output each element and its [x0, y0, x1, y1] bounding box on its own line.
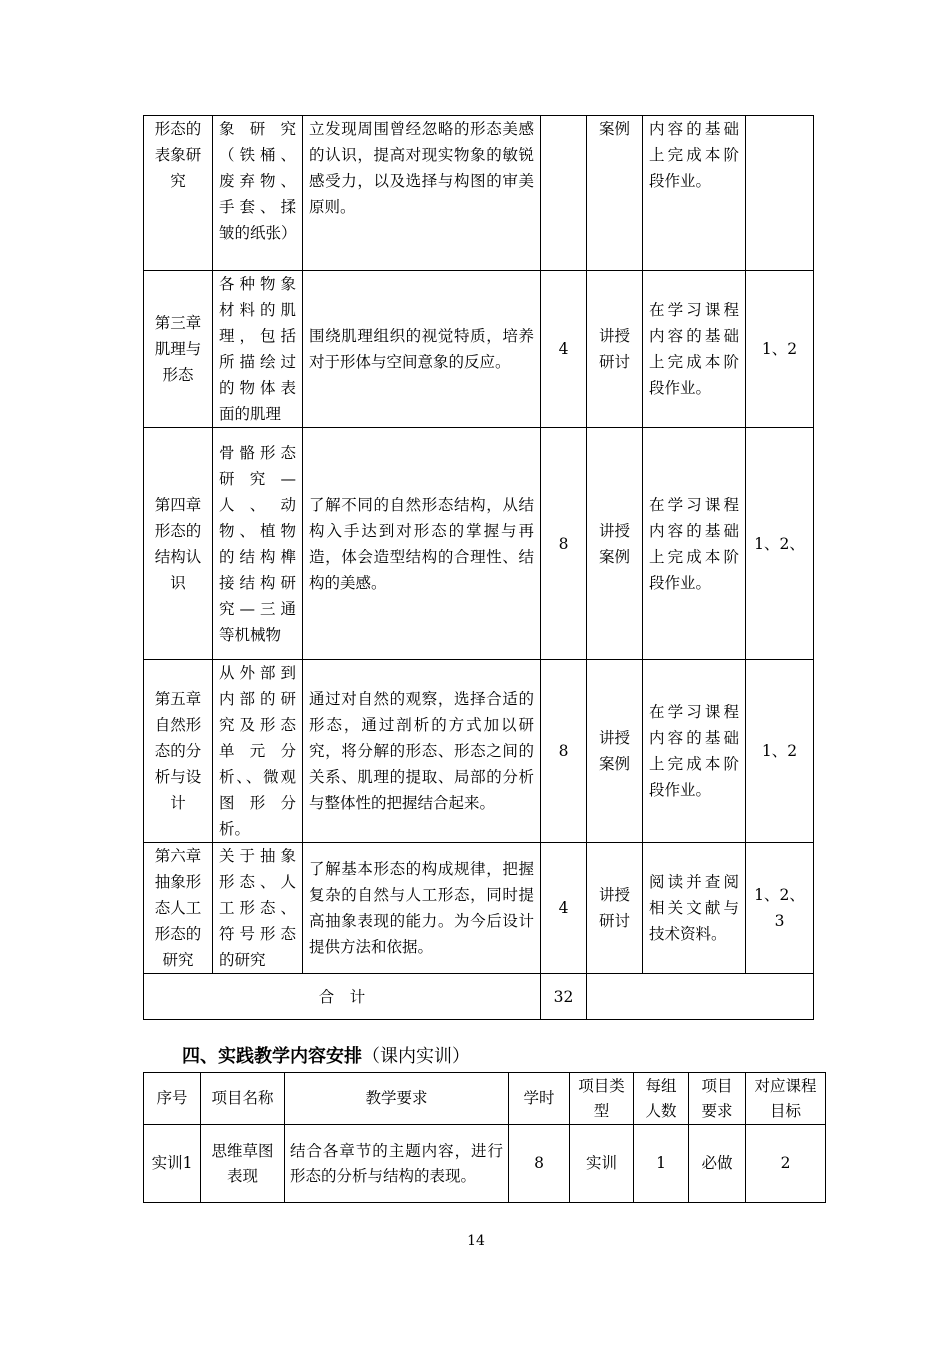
hours-cell: [541, 116, 587, 271]
homework-cell: 阅读并查阅相关文献与技术资料。: [643, 843, 746, 974]
requirement-cell: 结合各章节的主题内容，进行形态的分析与结构的表现。: [285, 1125, 509, 1203]
header-cell: 序号: [144, 1073, 201, 1125]
method-cell: 案例: [587, 116, 643, 271]
total-row: [144, 974, 814, 1020]
header-cell: 项目类型: [570, 1073, 634, 1125]
content-cell: 从外部到内部的研究及形态单元分析、、微观图形分析。: [213, 660, 303, 843]
section-title: 四、实践教学内容安排: [182, 1046, 362, 1067]
chapter-cell: 形态的表象研究: [144, 116, 213, 271]
table-row: [144, 1125, 826, 1203]
content-cell: 各种物象材料的肌理，包括所描绘过的物体表面的肌理: [213, 271, 303, 428]
group-size-cell: 1: [634, 1125, 689, 1203]
chapter-cell: 第六章抽象形态人工形态的研究: [144, 843, 213, 974]
teaching-schedule-table: [143, 115, 814, 1020]
hours-cell: 8: [541, 660, 587, 843]
mandatory-cell: 必做: [689, 1125, 746, 1203]
homework-cell: 在学习课程内容的基础上完成本阶段作业。: [643, 271, 746, 428]
target-cell: 1、2、: [746, 428, 814, 660]
method-cell: 讲授研讨: [587, 843, 643, 974]
hours-cell: 4: [541, 271, 587, 428]
method-cell: 讲授案例: [587, 660, 643, 843]
table-row: [144, 843, 814, 974]
section-note: （课内实训）: [362, 1046, 470, 1067]
target-cell: 1、2: [746, 271, 814, 428]
homework-cell: 在学习课程内容的基础上完成本阶段作业。: [643, 660, 746, 843]
method-cell: 讲授案例: [587, 428, 643, 660]
requirement-cell: 了解不同的自然形态结构，从结构入手达到对形态的掌握与再造，体会造型结构的合理性、结构的美感。: [303, 428, 541, 660]
homework-cell: 在学习课程内容的基础上完成本阶段作业。: [643, 428, 746, 660]
table-row: [144, 428, 814, 660]
content-cell: 象研究（铁桶、废弃物、手套、揉皱的纸张）: [213, 116, 303, 271]
content-cell: 关于抽象形态、人工形态、符号形态的研究: [213, 843, 303, 974]
table-row: [144, 660, 814, 843]
requirement-cell: 通过对自然的观察，选择合适的形态，通过剖析的方式加以研究，将分解的形态、形态之间的关系、肌理的提取、局部的分析与整体性的把握结合起来。: [303, 660, 541, 843]
requirement-cell: 了解基本形态的构成规律，把握复杂的自然与人工形态，同时提高抽象表现的能力。为今后设计提供方法和依据。: [303, 843, 541, 974]
content-cell: 骨骼形态研究—人、动物、植物的结构榫接结构研究—三通等机械物: [213, 428, 303, 660]
table-row: [144, 271, 814, 428]
table-row: [144, 116, 814, 271]
target-cell: 2: [746, 1125, 826, 1203]
header-cell: 项目要求: [689, 1073, 746, 1125]
chapter-cell: 第五章自然形态的分析与设计: [144, 660, 213, 843]
hours-cell: 8: [541, 428, 587, 660]
target-cell: 1、2: [746, 660, 814, 843]
number-cell: 实训1: [144, 1125, 201, 1203]
header-cell: 教学要求: [285, 1073, 509, 1125]
chapter-cell: 第三章肌理与形态: [144, 271, 213, 428]
practice-table: [143, 1072, 826, 1203]
section-heading: [182, 1044, 470, 1070]
requirement-cell: 立发现周围曾经忽略的形态美感的认识，提高对现实物象的敏锐感受力，以及选择与构图的审美原则。: [303, 116, 541, 271]
target-cell: [746, 116, 814, 271]
total-hours: 32: [541, 974, 587, 1020]
total-label: 合 计: [144, 974, 541, 1020]
header-cell: 每组人数: [634, 1073, 689, 1125]
homework-cell: 内容的基础上完成本阶段作业。: [643, 116, 746, 271]
page-number: 14: [467, 1233, 485, 1249]
header-cell: 项目名称: [201, 1073, 285, 1125]
header-cell: 学时: [509, 1073, 570, 1125]
requirement-cell: 围绕肌理组织的视觉特质，培养对于形体与空间意象的反应。: [303, 271, 541, 428]
hours-cell: 4: [541, 843, 587, 974]
chapter-cell: 第四章形态的结构认识: [144, 428, 213, 660]
hours-cell: 8: [509, 1125, 570, 1203]
target-cell: 1、2、3: [746, 843, 814, 974]
table-header-row: [144, 1073, 826, 1125]
method-cell: 讲授研讨: [587, 271, 643, 428]
total-blank-cell: [587, 974, 814, 1020]
type-cell: 实训: [570, 1125, 634, 1203]
header-cell: 对应课程目标: [746, 1073, 826, 1125]
name-cell: 思维草图表现: [201, 1125, 285, 1203]
